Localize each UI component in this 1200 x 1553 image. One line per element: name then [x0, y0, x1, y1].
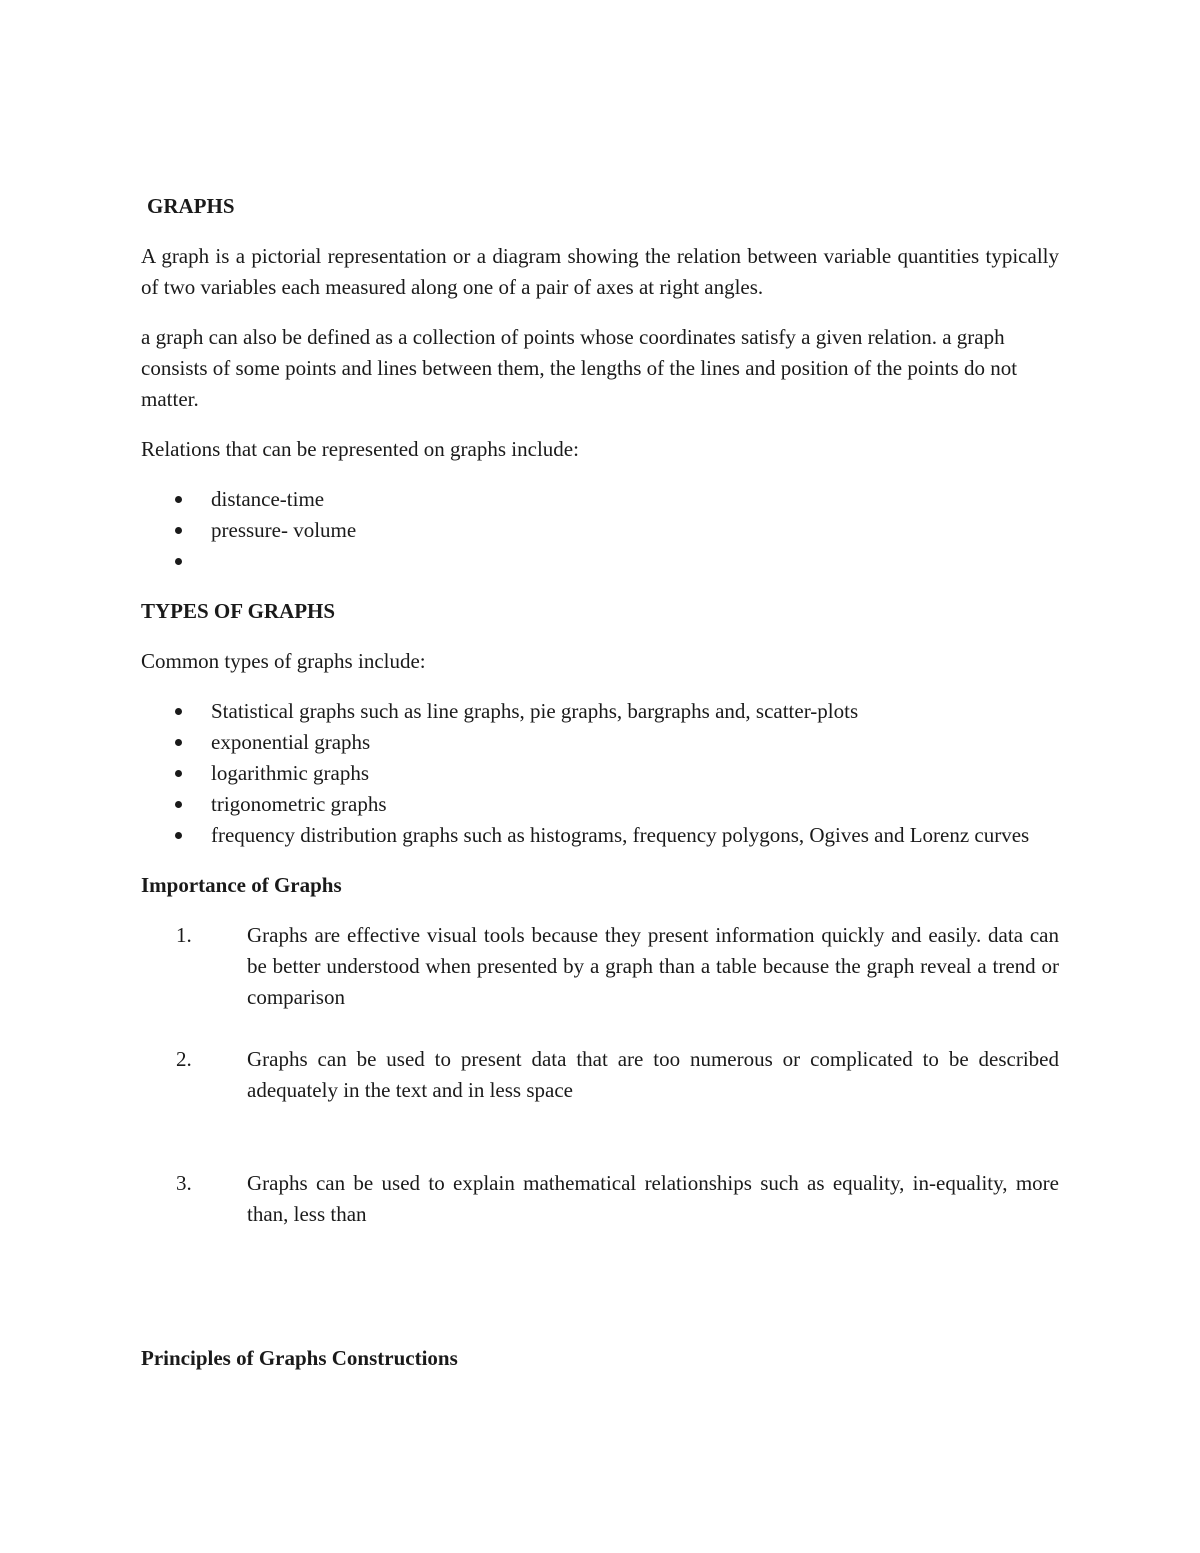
definition-paragraph-2: a graph can also be defined as a collection of points whose coordinates satisfy a given relation. a graph consists of some points and lines between them, the lengths of the lines and position of the points do not matter. — [141, 325, 1018, 411]
list-item-number: 2. — [176, 1047, 192, 1071]
list-item — [141, 1168, 1059, 1230]
bullet-icon — [175, 496, 182, 503]
bullet-icon — [175, 832, 182, 839]
bullet-icon — [175, 527, 182, 534]
list-item-text: Graphs are effective visual tools because they present information quickly and easily. data can be better understood when presented by a graph than a table because the graph reveal a trend or comparison — [247, 923, 1059, 1009]
bullet-icon — [175, 558, 182, 565]
document-title: GRAPHS — [147, 194, 235, 218]
bullet-icon — [175, 739, 182, 746]
relations-intro: Relations that can be represented on graphs include: — [141, 437, 579, 461]
importance-list — [141, 920, 1059, 1230]
list-item — [141, 515, 1059, 546]
bullet-icon — [175, 708, 182, 715]
list-item-text: Graphs can be used to present data that are too numerous or complicated to be described adequately in the text and in less space — [247, 1047, 1059, 1102]
list-item-number: 1. — [176, 923, 192, 947]
list-item-text: Graphs can be used to explain mathematical relationships such as equality, in-equality, more than, less than — [247, 1171, 1059, 1226]
list-item-text: distance-time — [211, 487, 325, 511]
list-item-text: logarithmic graphs — [211, 761, 370, 785]
types-heading: TYPES OF GRAPHS — [141, 599, 336, 623]
types-intro: Common types of graphs include: — [141, 649, 426, 673]
list-item — [141, 920, 1059, 1013]
definition-paragraph-1: A graph is a pictorial representation or a diagram showing the relation between variable quantities typically of two variables each measured along one of a pair of axes at right angles. — [141, 244, 1059, 299]
bullet-icon — [175, 801, 182, 808]
list-item — [141, 727, 1059, 758]
relations-list — [141, 484, 1059, 577]
list-item — [141, 820, 1059, 851]
types-list — [141, 696, 1059, 851]
list-item — [141, 758, 1059, 789]
list-item-text: frequency distribution graphs such as histograms, frequency polygons, Ogives and Lorenz curves — [211, 823, 1030, 847]
list-item — [141, 484, 1059, 515]
principles-heading: Principles of Graphs Constructions — [141, 1346, 458, 1370]
bullet-icon — [175, 770, 182, 777]
list-item — [141, 546, 1059, 577]
list-item — [141, 1044, 1059, 1106]
document-body — [141, 191, 1059, 1374]
list-item-text: pressure- volume — [211, 518, 357, 542]
list-item-text: Statistical graphs such as line graphs, pie graphs, bargraphs and, scatter-plots — [211, 699, 859, 723]
list-item-number: 3. — [176, 1171, 192, 1195]
list-item — [141, 696, 1059, 727]
list-item-text: exponential graphs — [211, 730, 371, 754]
list-item-text: trigonometric graphs — [211, 792, 387, 816]
importance-heading: Importance of Graphs — [141, 873, 342, 897]
list-item — [141, 789, 1059, 820]
